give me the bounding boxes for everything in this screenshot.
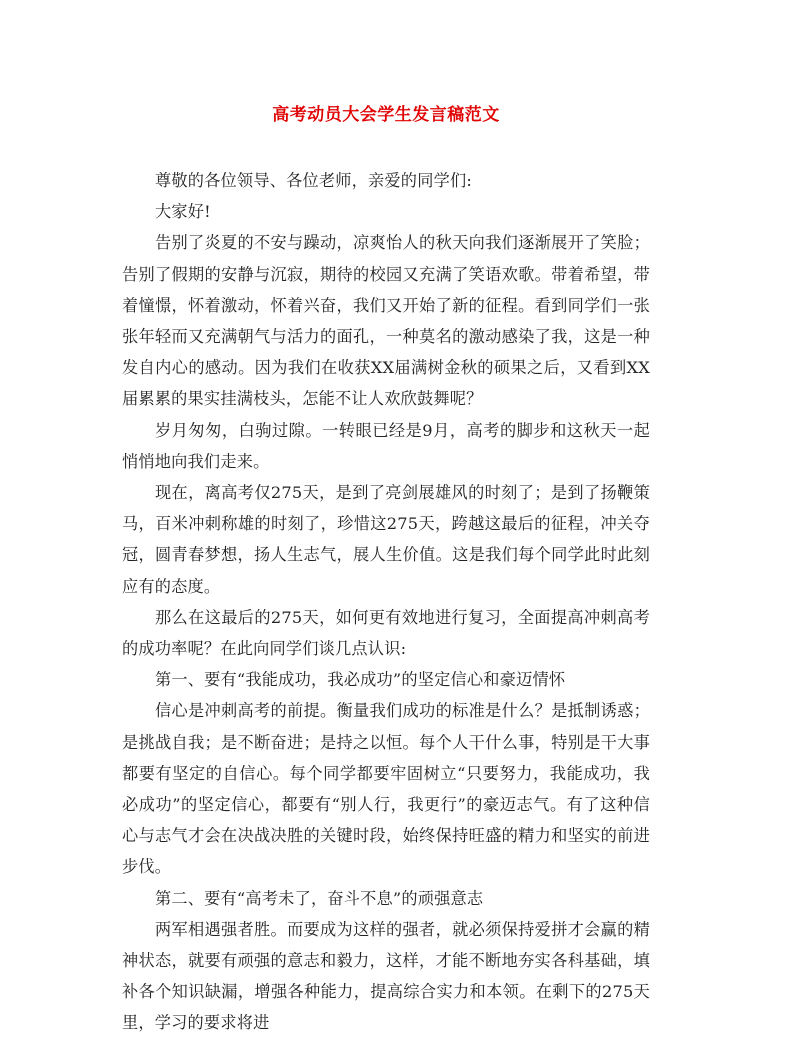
paragraph-how-to-review: 那么在这最后的275天，如何更有效地进行复习，全面提高冲刺高考的成功率呢？在此向同学们谈几点认识: [122,607,650,659]
document-body [122,165,650,1039]
heading-point-one: 第一、要有“我能成功，我必成功”的坚定信心和豪迈情怀 [155,670,566,690]
document-title: 高考动员大会学生发言稿范文 [272,105,500,125]
paragraph-275-days: 现在，离高考仅275天，是到了亮剑展雄风的时刻了；是到了扬鞭策马，百米冲刺称雄的时刻了，珍惜这275天，跨越这最后的征程，冲关夺冠，圆青春梦想，扬人生志气，展人生价值。这是我们每个同学此时此刻应有的态度。 [122,483,650,596]
greeting: 大家好! [155,202,211,222]
heading-point-two: 第二、要有“高考未了，奋斗不息”的顽强意志 [155,888,484,908]
paragraph-confidence: 信心是冲刺高考的前提。衡量我们成功的标准是什么？是抵制诱惑；是挑战自我；是不断奋进；是持之以恒。每个人干什么事，特别是干大事都要有坚定的自信心。每个同学都要牢固树立“只要努力，我能成功，我必成功”的坚定信心，都要有“别人行，我更行”的豪迈志气。有了这种信心与志气才会在决战决胜的关键时段，始终保持旺盛的精力和坚实的前进步伐。 [122,701,650,877]
salutation: 尊敬的各位领导、各位老师，亲爱的同学们: [155,171,473,190]
paragraph-farewell-summer: 告别了炎夏的不安与躁动，凉爽怡人的秋天向我们逐渐展开了笑脸；告别了假期的安静与沉寂，期待的校园又充满了笑语欢歌。带着希望，带着憧憬，怀着激动，怀着兴奋，我们又开始了新的征程。看到同学们一张张年轻而又充满朝气与活力的面孔，一种莫名的激动感染了我，这是一种发自内心的感动。因为我们在收获XX届满树金秋的硕果之后，又看到XX届累累的果实挂满枝头，怎能不让人欢欣鼓舞呢？ [122,233,650,409]
paragraph-time-flies: 岁月匆匆，白驹过隙。一转眼已经是9月，高考的脚步和这秋天一起悄悄地向我们走来。 [122,420,650,471]
paragraph-will: 两军相遇强者胜。而要成为这样的强者，就必须保持爱拼才会赢的精神状态，就要有顽强的意志和毅力，这样，才能不断地夯实各科基础，填补各个知识缺漏，增强各种能力，提高综合实力和本领。在剩下的275天里，学习的要求将进 [122,919,650,1033]
